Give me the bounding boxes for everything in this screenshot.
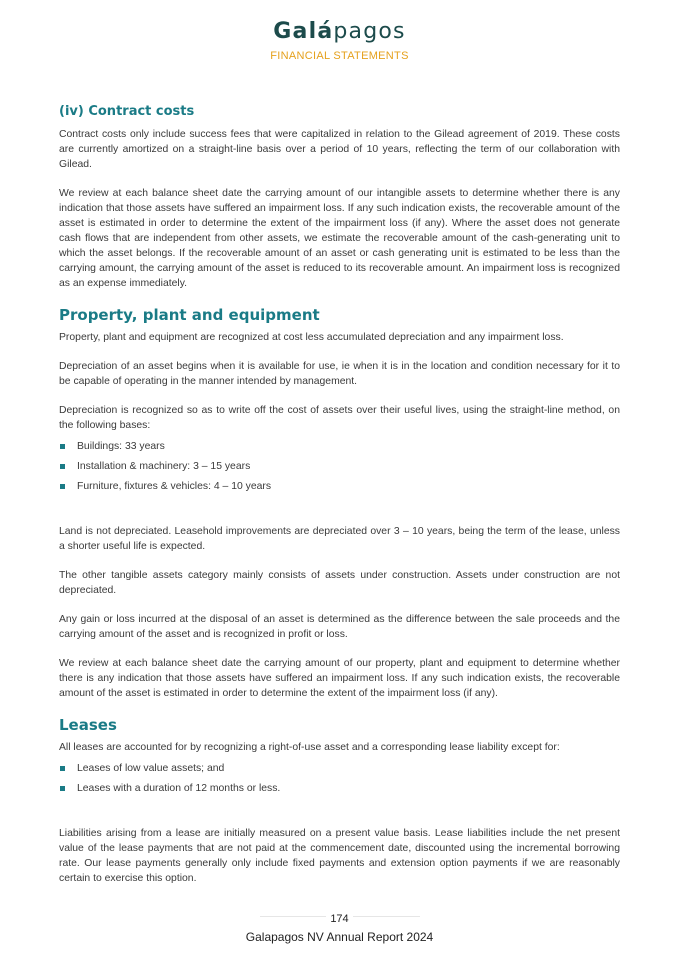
page-header bbox=[0, 18, 679, 62]
paragraph: We review at each balance sheet date the carrying amount of our property, plant and equipment to determine whether there is any indication that those assets have suffered an impairment loss. If any such indication exists, the recoverable amount of the asset is estimated in order to determine the extent of the impairment loss (if any). bbox=[59, 658, 620, 699]
report-title: Galapagos NV Annual Report 2024 bbox=[245, 930, 434, 944]
paragraph: Liabilities arising from a lease are initially measured on a present value basis. Lease liabilities include the net present value of the lease payments that are not paid at the commencement date, discounted using the incremental borrowing rate. Our lease payments generally only include fixed payments and extension option payments if we are reasonably certain to exercise this option. bbox=[59, 828, 620, 884]
logo-light-part: pagos bbox=[333, 19, 406, 44]
paragraph: The other tangible assets category mainly consists of assets under construction. Assets under construction are not depreciated. bbox=[59, 570, 620, 596]
paragraph: Depreciation is recognized so as to write off the cost of assets over their useful lives, using the straight-line method, on the following bases: bbox=[59, 405, 620, 431]
page-number: 174 bbox=[326, 911, 352, 927]
leases-heading: Leases bbox=[59, 716, 117, 734]
paragraph: Contract costs only include success fees that were capitalized in relation to the Gilead agreement of 2019. These costs are currently amortized on a straight-line basis over a period of 10 years, reflecting the term of our collaboration with Gilead. bbox=[59, 129, 620, 170]
paragraph: We review at each balance sheet date the carrying amount of our intangible assets to determine whether there is any indication that those assets have suffered an impairment loss. If any such indication exists, the recoverable amount of the asset is estimated in order to determine the extent of the impairment loss (if any). Where the asset does not generate cash flows that are independent from other assets, we estimate the recoverable amount of the cash-generating unit to which the asset belongs. If the recoverable amount of an asset or cash generating unit is estimated to be less than the carrying amount, the carrying amount of the asset is reduced to its recoverable amount. An impairment loss is recognized as an expense immediately. bbox=[59, 188, 620, 289]
list-item bbox=[59, 439, 620, 454]
list-item bbox=[59, 761, 620, 776]
list-item-text: Furniture, fixtures & vehicles: 4 – 10 years bbox=[77, 481, 272, 492]
list-item bbox=[59, 459, 620, 474]
list-item bbox=[59, 781, 620, 796]
list-item-text: Leases with a duration of 12 months or less. bbox=[77, 783, 281, 794]
depreciation-bases-list bbox=[59, 439, 620, 494]
list-item-text: Buildings: 33 years bbox=[77, 441, 165, 452]
galapagos-logo bbox=[0, 18, 679, 46]
leases-section bbox=[59, 715, 620, 886]
document-body bbox=[59, 102, 620, 900]
list-item-text: Installation & machinery: 3 – 15 years bbox=[77, 461, 251, 472]
paragraph: All leases are accounted for by recognizing a right-of-use asset and a corresponding lease liability except for: bbox=[59, 742, 560, 753]
list-item-text: Leases of low value assets; and bbox=[77, 763, 225, 774]
lease-exceptions-list bbox=[59, 761, 620, 796]
square-bullet-icon bbox=[60, 484, 65, 489]
paragraph: Any gain or loss incurred at the disposal of an asset is determined as the difference between the sale proceeds and the carrying amount of the asset and is recognized in profit or loss. bbox=[59, 614, 620, 640]
square-bullet-icon bbox=[60, 786, 65, 791]
ppe-section bbox=[59, 305, 620, 701]
list-item bbox=[59, 479, 620, 494]
section-subtitle: FINANCIAL STATEMENTS bbox=[270, 50, 409, 62]
contract-costs-section bbox=[59, 102, 620, 291]
square-bullet-icon bbox=[60, 444, 65, 449]
contract-costs-heading: (iv) Contract costs bbox=[59, 104, 195, 119]
paragraph: Depreciation of an asset begins when it is available for use, ie when it is in the location and condition necessary for it to be capable of operating in the manner intended by management. bbox=[59, 361, 620, 387]
paragraph: Property, plant and equipment are recognized at cost less accumulated depreciation and any impairment loss. bbox=[59, 332, 564, 343]
ppe-heading: Property, plant and equipment bbox=[59, 306, 320, 324]
square-bullet-icon bbox=[60, 464, 65, 469]
square-bullet-icon bbox=[60, 766, 65, 771]
paragraph: Land is not depreciated. Leasehold improvements are depreciated over 3 – 10 years, being the term of the lease, unless a shorter useful life is expected. bbox=[59, 526, 620, 552]
page-footer bbox=[0, 908, 679, 945]
logo-bold-part: Galá bbox=[273, 19, 334, 44]
